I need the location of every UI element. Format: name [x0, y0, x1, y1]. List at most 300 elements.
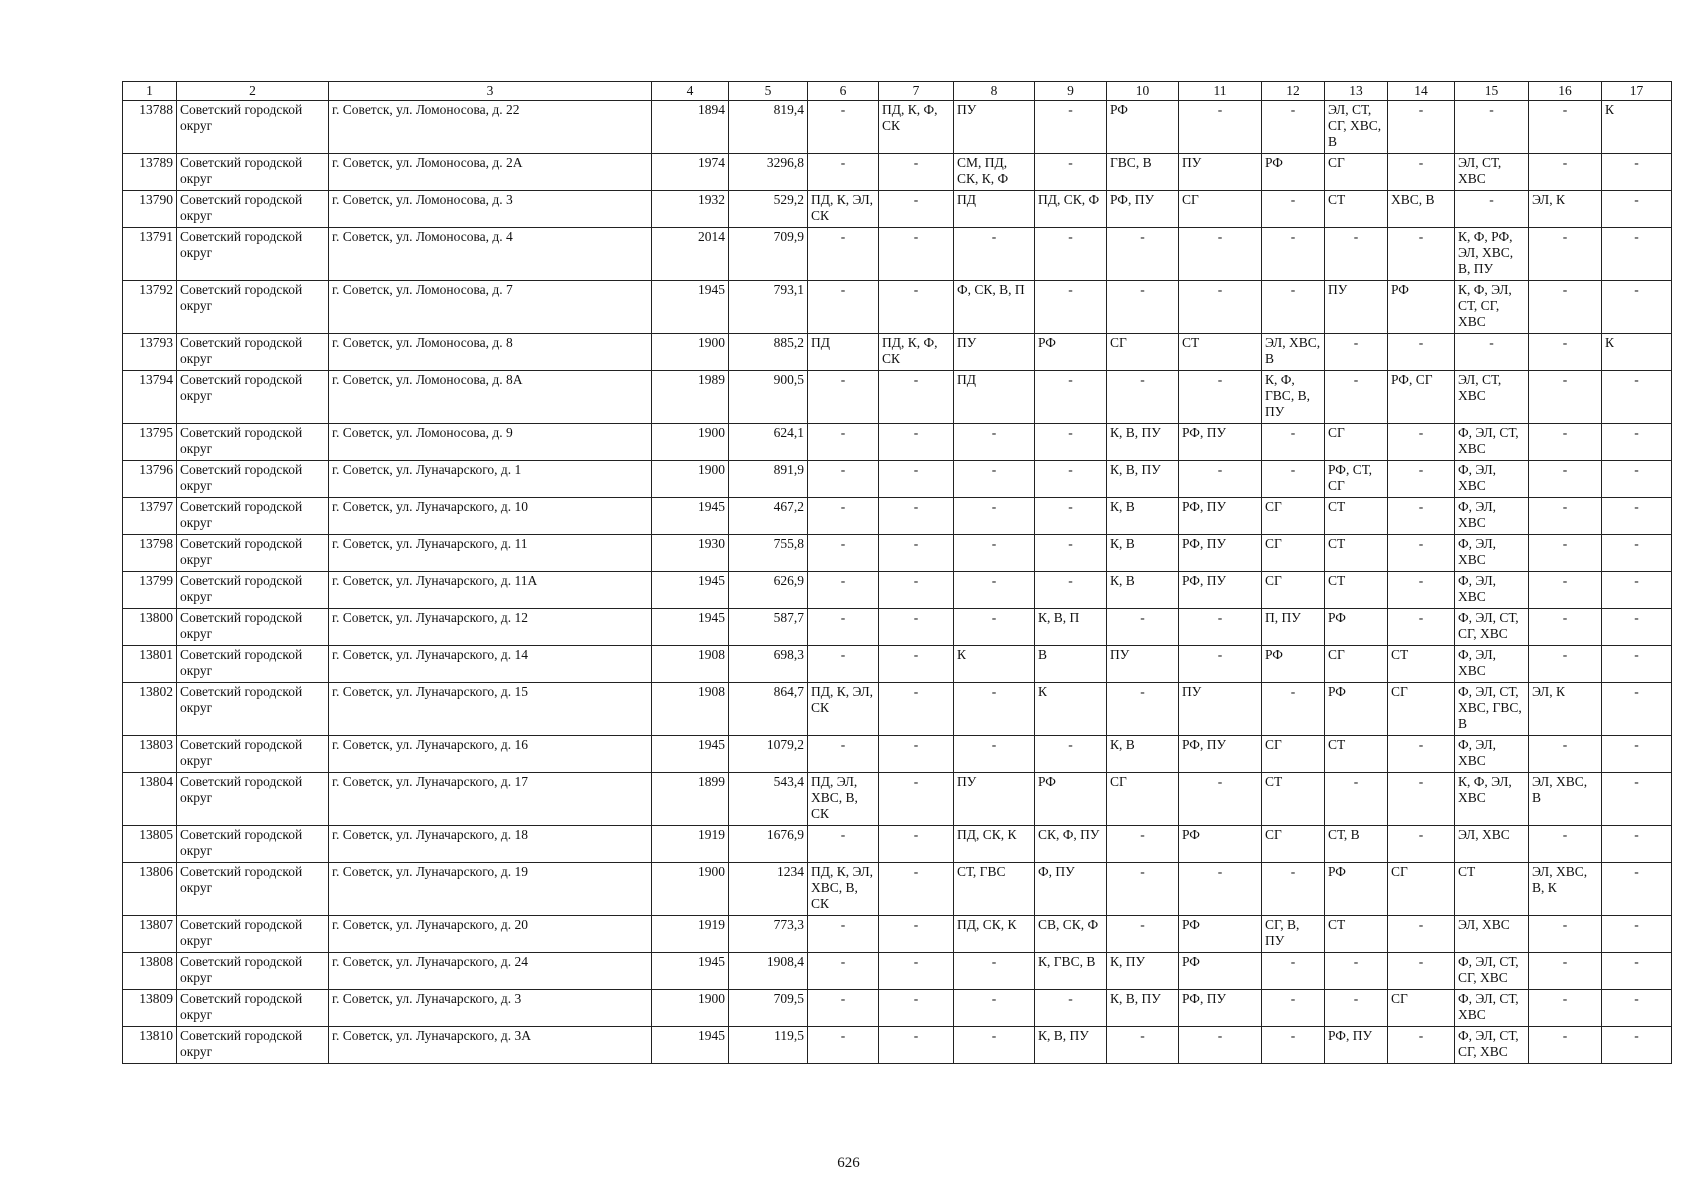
table-cell: РФ, ПУ — [1179, 736, 1262, 773]
table-cell: 709,5 — [729, 990, 808, 1027]
table-cell: - — [808, 953, 879, 990]
table-cell: 698,3 — [729, 646, 808, 683]
table-cell: - — [1179, 228, 1262, 281]
table-cell: Советский городской округ — [177, 498, 329, 535]
table-cell: К, В — [1107, 535, 1179, 572]
table-cell: - — [1179, 1027, 1262, 1064]
table-cell: К, ГВС, В — [1035, 953, 1107, 990]
table-cell: - — [879, 498, 954, 535]
column-header: 11 — [1179, 82, 1262, 101]
table-cell: Ф, ЭЛ, СТ, СГ, ХВС — [1455, 1027, 1529, 1064]
table-cell: - — [1035, 101, 1107, 154]
table-cell: - — [1529, 953, 1602, 990]
table-cell: г. Советск, ул. Луначарского, д. 10 — [329, 498, 652, 535]
table-cell: - — [879, 916, 954, 953]
table-cell: 1900 — [652, 424, 729, 461]
table-cell: г. Советск, ул. Ломоносова, д. 8А — [329, 371, 652, 424]
table-cell: К — [1035, 683, 1107, 736]
table-cell: - — [808, 990, 879, 1027]
table-cell: 885,2 — [729, 334, 808, 371]
table-cell: - — [1262, 863, 1325, 916]
table-cell: г. Советск, ул. Луначарского, д. 3 — [329, 990, 652, 1027]
table-cell: - — [954, 572, 1035, 609]
table-cell: - — [954, 461, 1035, 498]
table-cell: - — [1388, 953, 1455, 990]
table-cell: - — [1262, 281, 1325, 334]
table-cell: - — [1107, 826, 1179, 863]
table-cell: СТ — [1179, 334, 1262, 371]
table-cell: - — [808, 424, 879, 461]
table-cell: - — [1602, 498, 1672, 535]
table-cell: г. Советск, ул. Ломоносова, д. 3 — [329, 191, 652, 228]
table-cell: - — [1602, 1027, 1672, 1064]
table-cell: - — [1529, 228, 1602, 281]
table-cell: РФ, ПУ — [1179, 535, 1262, 572]
table-row — [123, 371, 1672, 424]
table-cell: - — [1602, 773, 1672, 826]
table-cell: ПД, К, ЭЛ, ХВС, В, СК — [808, 863, 879, 916]
table-cell: РФ — [1179, 826, 1262, 863]
table-cell: - — [1602, 916, 1672, 953]
table-cell: - — [1529, 736, 1602, 773]
table-cell: 1919 — [652, 916, 729, 953]
table-cell: Советский городской округ — [177, 609, 329, 646]
table-cell: - — [1035, 535, 1107, 572]
table-cell: РФ — [1107, 101, 1179, 154]
table-cell: - — [808, 281, 879, 334]
table-cell: 13798 — [123, 535, 177, 572]
table-cell: СМ, ПД, СК, К, Ф — [954, 154, 1035, 191]
table-cell: К, В — [1107, 498, 1179, 535]
table-cell: - — [1179, 101, 1262, 154]
table-cell: - — [879, 1027, 954, 1064]
table-cell: РФ — [1325, 683, 1388, 736]
table-cell: - — [1529, 609, 1602, 646]
table-cell: - — [1529, 424, 1602, 461]
table-cell: - — [879, 683, 954, 736]
table-cell: 3296,8 — [729, 154, 808, 191]
table-cell: 13801 — [123, 646, 177, 683]
table-cell: 13799 — [123, 572, 177, 609]
column-header: 14 — [1388, 82, 1455, 101]
table-cell: - — [1325, 228, 1388, 281]
table-cell: г. Советск, ул. Ломоносова, д. 8 — [329, 334, 652, 371]
table-cell: СТ — [1325, 916, 1388, 953]
table-cell: - — [1529, 572, 1602, 609]
table-cell: 13803 — [123, 736, 177, 773]
table-cell: - — [1529, 461, 1602, 498]
table-cell: - — [954, 990, 1035, 1027]
table-cell: - — [1388, 461, 1455, 498]
table-row — [123, 101, 1672, 154]
table-cell: г. Советск, ул. Луначарского, д. 14 — [329, 646, 652, 683]
table-cell: 626,9 — [729, 572, 808, 609]
table-cell: - — [1107, 1027, 1179, 1064]
table-cell: К, Ф, ЭЛ, ХВС — [1455, 773, 1529, 826]
table-cell: ХВС, В — [1388, 191, 1455, 228]
table-cell: К, В, ПУ — [1107, 990, 1179, 1027]
table-cell: СТ — [1325, 572, 1388, 609]
table-cell: - — [1455, 334, 1529, 371]
table-cell: ПД, К, ЭЛ, СК — [808, 683, 879, 736]
table-row — [123, 572, 1672, 609]
table-cell: СГ — [1262, 535, 1325, 572]
table-cell: 1945 — [652, 281, 729, 334]
table-cell: г. Советск, ул. Луначарского, д. 15 — [329, 683, 652, 736]
table-cell: - — [879, 773, 954, 826]
column-header: 4 — [652, 82, 729, 101]
table-cell: - — [1035, 461, 1107, 498]
table-cell: - — [879, 953, 954, 990]
table-cell: - — [1388, 228, 1455, 281]
table-cell: - — [1602, 424, 1672, 461]
table-cell: г. Советск, ул. Ломоносова, д. 7 — [329, 281, 652, 334]
table-cell: - — [808, 461, 879, 498]
table-cell: г. Советск, ул. Луначарского, д. 11 — [329, 535, 652, 572]
table-row — [123, 990, 1672, 1027]
table-cell: Ф, ЭЛ, СТ, ХВС, ГВС, В — [1455, 683, 1529, 736]
table-row — [123, 498, 1672, 535]
table-cell: СВ, СК, Ф — [1035, 916, 1107, 953]
table-cell: К, В — [1107, 572, 1179, 609]
table-cell: - — [1262, 683, 1325, 736]
table-cell: г. Советск, ул. Ломоносова, д. 9 — [329, 424, 652, 461]
table-cell: - — [1262, 424, 1325, 461]
table-cell: - — [1388, 101, 1455, 154]
table-cell: 1908 — [652, 683, 729, 736]
table-cell: 1899 — [652, 773, 729, 826]
table-cell: СГ — [1325, 646, 1388, 683]
table-cell: 13788 — [123, 101, 177, 154]
table-row — [123, 826, 1672, 863]
table-cell: Советский городской округ — [177, 101, 329, 154]
table-cell: - — [1035, 572, 1107, 609]
table-cell: 587,7 — [729, 609, 808, 646]
table-row — [123, 535, 1672, 572]
table-cell: 891,9 — [729, 461, 808, 498]
table-cell: - — [1602, 572, 1672, 609]
table-cell: СТ, В — [1325, 826, 1388, 863]
table-cell: К, Ф, ГВС, В, ПУ — [1262, 371, 1325, 424]
table-cell: - — [1325, 334, 1388, 371]
table-cell: - — [879, 863, 954, 916]
table-cell: - — [1325, 773, 1388, 826]
table-cell: - — [1388, 773, 1455, 826]
table-row — [123, 646, 1672, 683]
table-cell: ПУ — [1325, 281, 1388, 334]
table-cell: - — [954, 953, 1035, 990]
table-cell: 467,2 — [729, 498, 808, 535]
table-cell: 1079,2 — [729, 736, 808, 773]
table-cell: 624,1 — [729, 424, 808, 461]
table-cell: - — [954, 424, 1035, 461]
table-cell: Советский городской округ — [177, 1027, 329, 1064]
table-cell: - — [1529, 281, 1602, 334]
table-row — [123, 424, 1672, 461]
table-cell: - — [1107, 916, 1179, 953]
table-cell: Советский городской округ — [177, 228, 329, 281]
table-cell: 1945 — [652, 498, 729, 535]
table-cell: ЭЛ, СТ, СГ, ХВС, В — [1325, 101, 1388, 154]
table-cell: - — [808, 736, 879, 773]
table-cell: СГ — [1388, 990, 1455, 1027]
table-cell: 1900 — [652, 990, 729, 1027]
table-cell: К — [954, 646, 1035, 683]
table-cell: - — [1179, 461, 1262, 498]
table-cell: - — [1529, 498, 1602, 535]
table-cell: ПУ — [954, 334, 1035, 371]
table-cell: 1900 — [652, 863, 729, 916]
table-cell: 119,5 — [729, 1027, 808, 1064]
table-cell: 1908,4 — [729, 953, 808, 990]
table-cell: 1234 — [729, 863, 808, 916]
table-cell: РФ, ПУ — [1107, 191, 1179, 228]
table-row — [123, 154, 1672, 191]
table-cell: - — [1529, 101, 1602, 154]
table-cell: - — [1388, 535, 1455, 572]
table-cell: - — [954, 609, 1035, 646]
table-cell: - — [954, 683, 1035, 736]
table-cell: - — [879, 609, 954, 646]
table-cell: 13791 — [123, 228, 177, 281]
table-cell: - — [1388, 736, 1455, 773]
table-cell: г. Советск, ул. Луначарского, д. 18 — [329, 826, 652, 863]
table-cell: РФ — [1325, 863, 1388, 916]
table-cell: - — [1602, 953, 1672, 990]
table-cell: РФ — [1262, 154, 1325, 191]
table-cell: - — [1602, 646, 1672, 683]
table-cell: Советский городской округ — [177, 773, 329, 826]
table-cell: - — [1035, 990, 1107, 1027]
table-cell: ПД, К, Ф, СК — [879, 101, 954, 154]
table-cell: - — [1035, 736, 1107, 773]
table-cell: 13806 — [123, 863, 177, 916]
table-cell: - — [879, 424, 954, 461]
table-cell: 13794 — [123, 371, 177, 424]
table-cell: СТ — [1455, 863, 1529, 916]
column-header: 17 — [1602, 82, 1672, 101]
table-cell: - — [954, 535, 1035, 572]
table-cell: - — [1529, 371, 1602, 424]
table-cell: - — [1529, 154, 1602, 191]
table-cell: - — [808, 228, 879, 281]
table-row — [123, 863, 1672, 916]
table-cell: 13802 — [123, 683, 177, 736]
column-header: 3 — [329, 82, 652, 101]
table-cell: ЭЛ, СТ, ХВС — [1455, 371, 1529, 424]
table-cell: 1900 — [652, 334, 729, 371]
table-cell: г. Советск, ул. Луначарского, д. 3А — [329, 1027, 652, 1064]
table-cell: 13805 — [123, 826, 177, 863]
table-cell: ПД, СК, К — [954, 826, 1035, 863]
table-cell: г. Советск, ул. Луначарского, д. 24 — [329, 953, 652, 990]
table-cell: СГ — [1325, 154, 1388, 191]
table-cell: - — [879, 228, 954, 281]
table-cell: г. Советск, ул. Луначарского, д. 20 — [329, 916, 652, 953]
table-cell: - — [1179, 863, 1262, 916]
table-cell: - — [1602, 736, 1672, 773]
table-cell: СГ — [1388, 683, 1455, 736]
table-cell: - — [1529, 1027, 1602, 1064]
table-cell: ГВС, В — [1107, 154, 1179, 191]
table-cell: - — [1107, 683, 1179, 736]
table-cell: РФ, ПУ — [1325, 1027, 1388, 1064]
table-cell: - — [879, 461, 954, 498]
table-cell: - — [1262, 228, 1325, 281]
table-cell: ЭЛ, СТ, ХВС — [1455, 154, 1529, 191]
table-cell: - — [879, 826, 954, 863]
table-cell: г. Советск, ул. Луначарского, д. 1 — [329, 461, 652, 498]
column-header: 2 — [177, 82, 329, 101]
table-cell: Ф, ЭЛ, СТ, СГ, ХВС — [1455, 609, 1529, 646]
table-row — [123, 953, 1672, 990]
table-cell: - — [808, 609, 879, 646]
table-cell: - — [879, 191, 954, 228]
table-cell: РФ — [1035, 773, 1107, 826]
table-cell: - — [1388, 916, 1455, 953]
table-cell: ЭЛ, ХВС — [1455, 916, 1529, 953]
table-cell: ПД, К, Ф, СК — [879, 334, 954, 371]
table-cell: К — [1602, 101, 1672, 154]
table-cell: Советский городской округ — [177, 646, 329, 683]
table-cell: 1989 — [652, 371, 729, 424]
table-cell: ЭЛ, ХВС, В — [1529, 773, 1602, 826]
table-cell: - — [879, 154, 954, 191]
table-cell: - — [1035, 154, 1107, 191]
table-cell: - — [808, 826, 879, 863]
table-cell: - — [1529, 535, 1602, 572]
table-cell: 13793 — [123, 334, 177, 371]
table-cell: ПУ — [1179, 683, 1262, 736]
table-cell: - — [1325, 371, 1388, 424]
table-cell: П, ПУ — [1262, 609, 1325, 646]
table-cell: РФ — [1262, 646, 1325, 683]
table-row — [123, 334, 1672, 371]
table-cell: РФ, ПУ — [1179, 498, 1262, 535]
table-cell: К, В, ПУ — [1035, 1027, 1107, 1064]
table-cell: 1945 — [652, 736, 729, 773]
table-row — [123, 191, 1672, 228]
table-cell: - — [1179, 609, 1262, 646]
table-cell: ЭЛ, К — [1529, 191, 1602, 228]
table-cell: 13789 — [123, 154, 177, 191]
table-cell: К, В, ПУ — [1107, 424, 1179, 461]
table-cell: ПД, СК, Ф — [1035, 191, 1107, 228]
table-cell: 864,7 — [729, 683, 808, 736]
column-header: 1 — [123, 82, 177, 101]
table-cell: - — [1388, 334, 1455, 371]
table-cell: - — [1262, 990, 1325, 1027]
table-cell: - — [1602, 683, 1672, 736]
table-cell: 1900 — [652, 461, 729, 498]
table-cell: - — [1262, 101, 1325, 154]
column-header: 15 — [1455, 82, 1529, 101]
table-cell: РФ, СГ — [1388, 371, 1455, 424]
table-cell: К, Ф, ЭЛ, СТ, СГ, ХВС — [1455, 281, 1529, 334]
table-cell: - — [1602, 461, 1672, 498]
table-cell: Советский городской округ — [177, 916, 329, 953]
table-cell: 819,4 — [729, 101, 808, 154]
table-cell: К, В — [1107, 736, 1179, 773]
table-cell: - — [1107, 281, 1179, 334]
table-cell: СГ — [1262, 498, 1325, 535]
table-cell: - — [808, 371, 879, 424]
table-cell: - — [808, 916, 879, 953]
table-cell: - — [1602, 228, 1672, 281]
table-row — [123, 1027, 1672, 1064]
column-header: 5 — [729, 82, 808, 101]
table-cell: 1945 — [652, 953, 729, 990]
table-cell: ПД — [808, 334, 879, 371]
table-cell: - — [1262, 953, 1325, 990]
table-cell: - — [954, 498, 1035, 535]
table-cell: - — [1388, 424, 1455, 461]
table-cell: 2014 — [652, 228, 729, 281]
table-cell: - — [808, 154, 879, 191]
table-cell: 1894 — [652, 101, 729, 154]
table-cell: Советский городской округ — [177, 334, 329, 371]
table-cell: - — [1035, 424, 1107, 461]
table-cell: - — [1529, 334, 1602, 371]
table-cell: - — [1388, 1027, 1455, 1064]
table-cell: 1932 — [652, 191, 729, 228]
table-cell: 1919 — [652, 826, 729, 863]
table-cell: - — [879, 371, 954, 424]
table-cell: РФ — [1388, 281, 1455, 334]
table-cell: СТ — [1262, 773, 1325, 826]
table-cell: РФ, СТ, СГ — [1325, 461, 1388, 498]
table-cell: - — [1107, 609, 1179, 646]
table-row — [123, 683, 1672, 736]
table-cell: г. Советск, ул. Ломоносова, д. 4 — [329, 228, 652, 281]
table-cell: - — [1107, 371, 1179, 424]
table-cell: ПУ — [954, 101, 1035, 154]
column-header: 7 — [879, 82, 954, 101]
table-cell: ПУ — [954, 773, 1035, 826]
column-header: 16 — [1529, 82, 1602, 101]
table-cell: - — [1107, 228, 1179, 281]
table-cell: - — [1388, 154, 1455, 191]
table-cell: Ф, СК, В, П — [954, 281, 1035, 334]
table-cell: - — [1179, 773, 1262, 826]
table-cell: 1945 — [652, 609, 729, 646]
table-cell: К, Ф, РФ, ЭЛ, ХВС, В, ПУ — [1455, 228, 1529, 281]
table-cell: - — [808, 646, 879, 683]
table-cell: - — [879, 572, 954, 609]
table-cell: - — [808, 498, 879, 535]
table-cell: г. Советск, ул. Ломоносова, д. 22 — [329, 101, 652, 154]
column-header: 6 — [808, 82, 879, 101]
table-cell: СТ — [1388, 646, 1455, 683]
table-cell: РФ, ПУ — [1179, 990, 1262, 1027]
table-cell: - — [1602, 281, 1672, 334]
table-cell: - — [1602, 826, 1672, 863]
table-cell: - — [1602, 863, 1672, 916]
table-cell: - — [1388, 826, 1455, 863]
table-cell: - — [879, 281, 954, 334]
table-cell: Советский городской округ — [177, 736, 329, 773]
table-cell: Советский городской округ — [177, 281, 329, 334]
table-cell: 1945 — [652, 572, 729, 609]
table-cell: Советский городской округ — [177, 990, 329, 1027]
table-cell: Советский городской округ — [177, 572, 329, 609]
table-cell: г. Советск, ул. Луначарского, д. 11А — [329, 572, 652, 609]
table-cell: - — [1602, 535, 1672, 572]
table-cell: ПУ — [1107, 646, 1179, 683]
table-cell: - — [808, 572, 879, 609]
table-cell: Ф, ЭЛ, ХВС — [1455, 498, 1529, 535]
table-cell: ПД, К, ЭЛ, СК — [808, 191, 879, 228]
